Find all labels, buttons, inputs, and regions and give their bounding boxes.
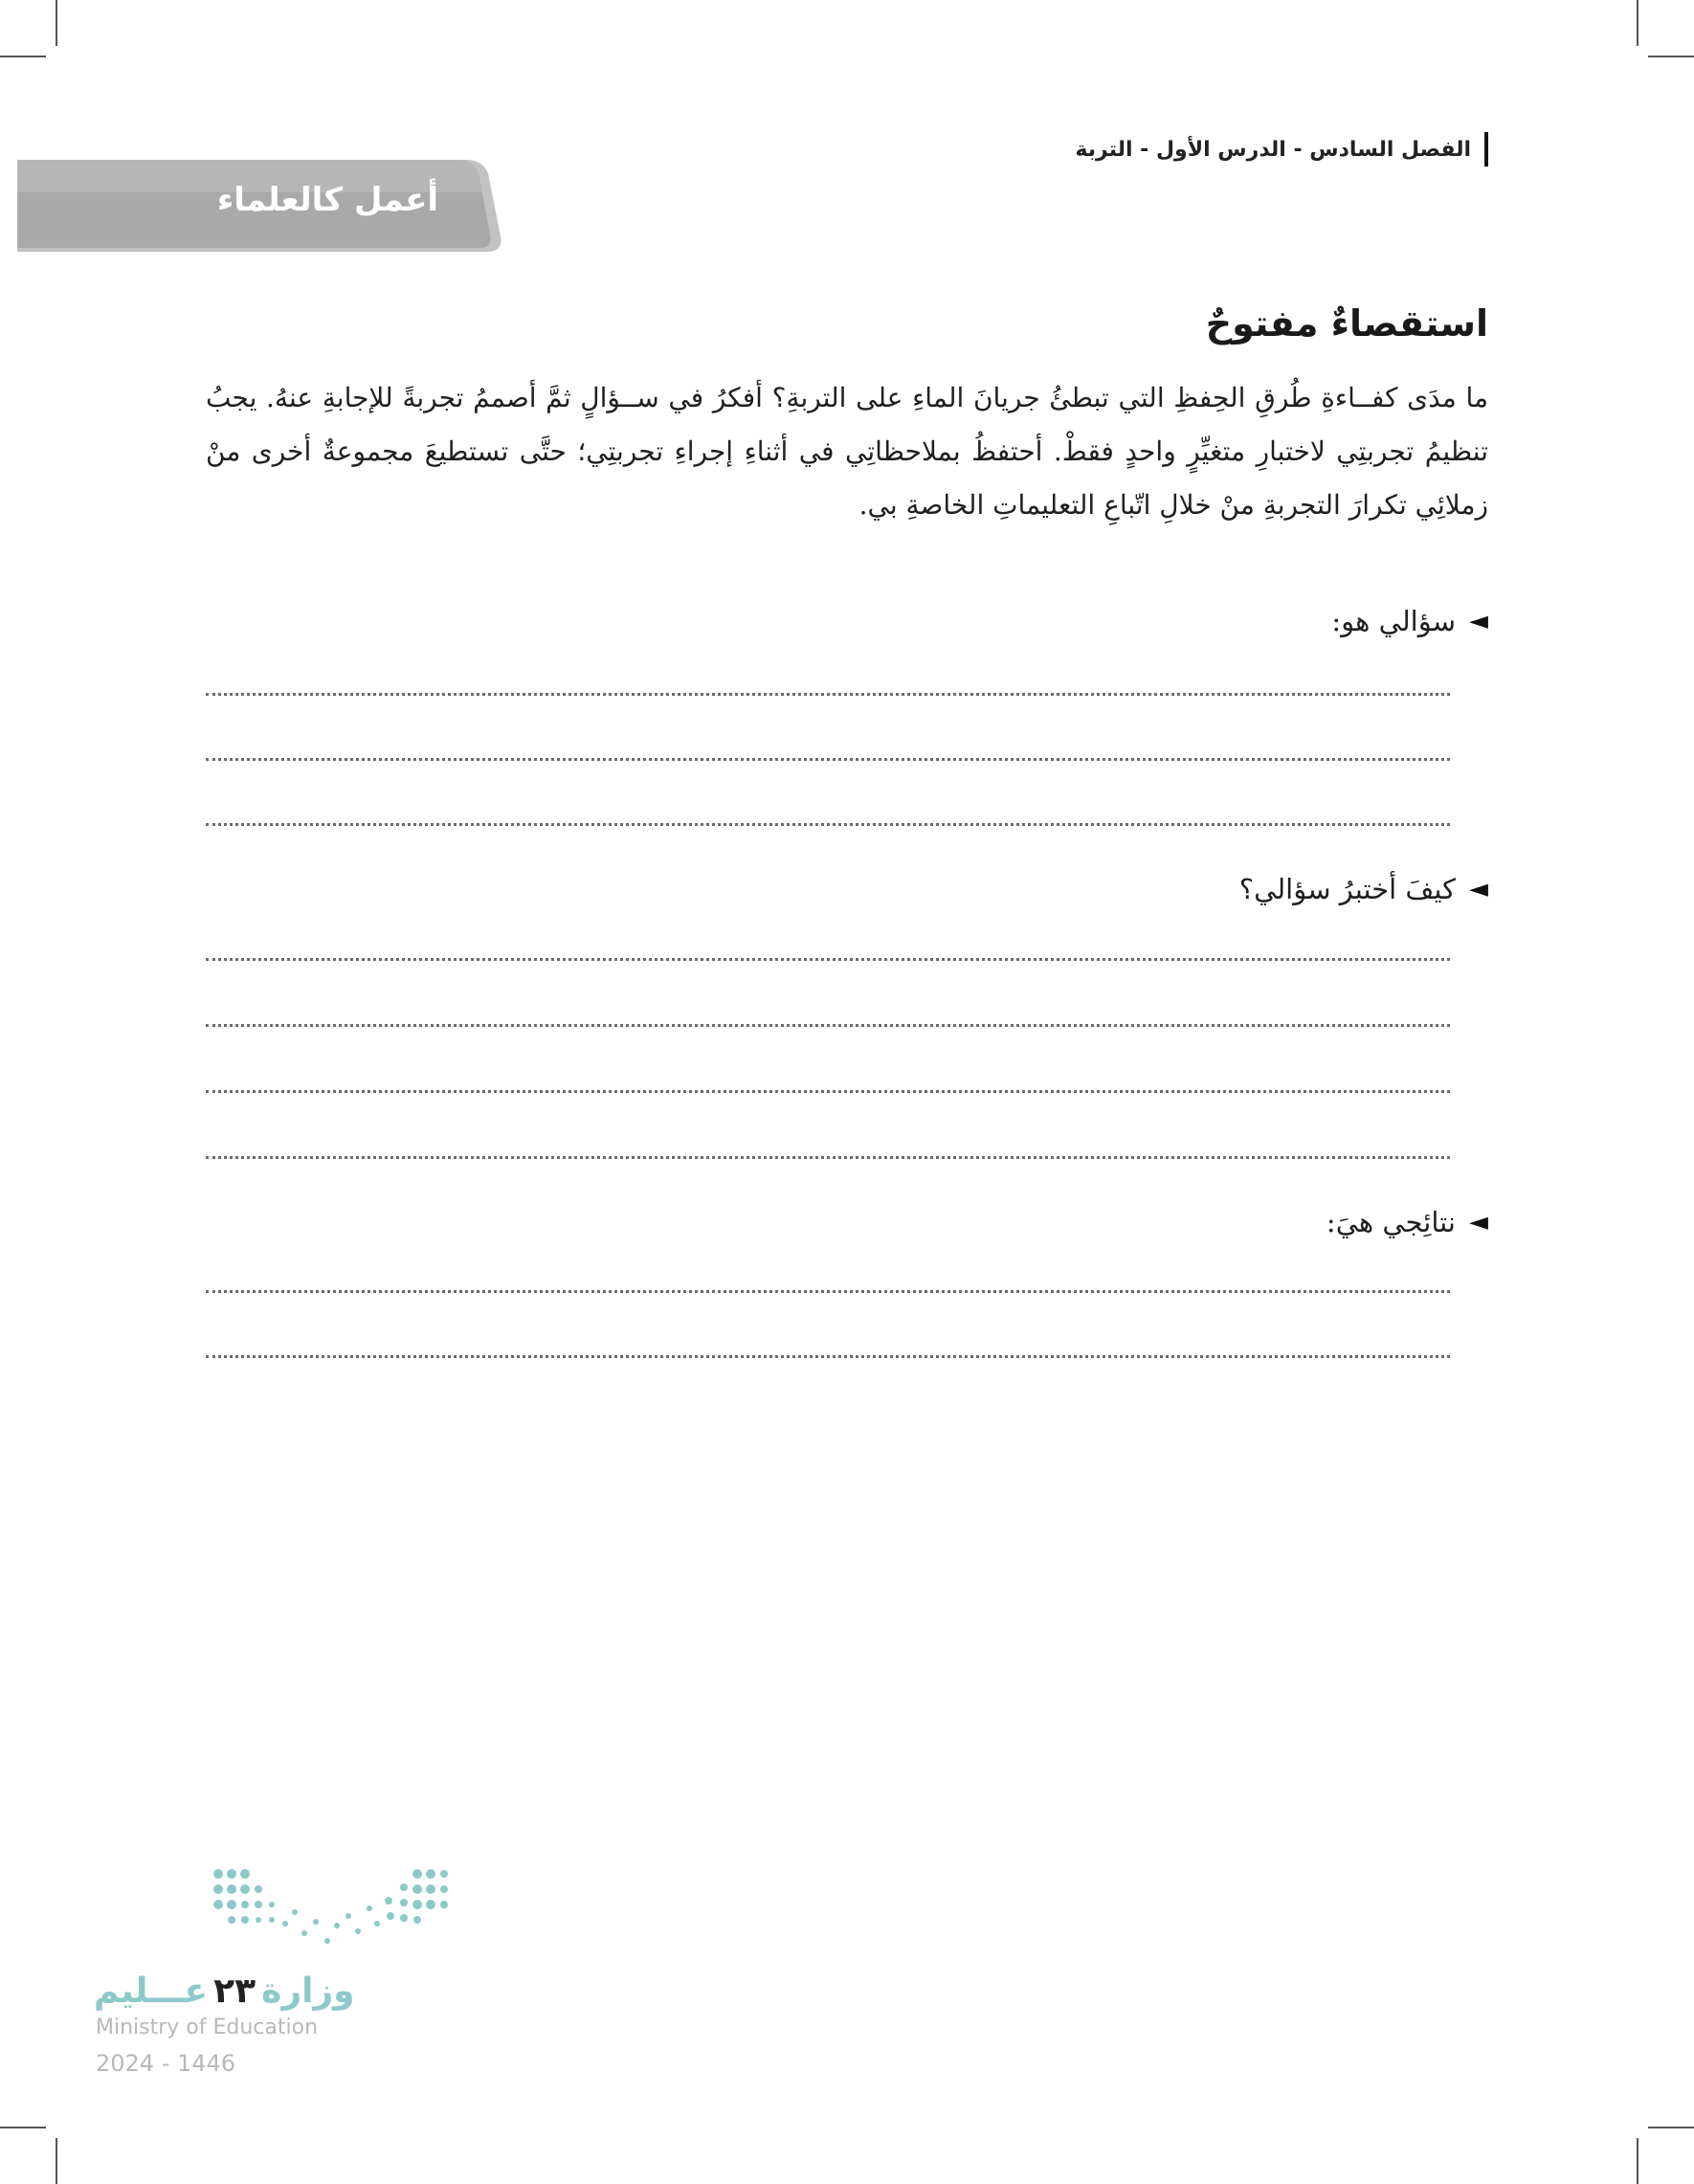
prompt-label: كيفَ أختبرُ سؤالي؟: [1238, 873, 1456, 905]
arrow-icon: ◄: [1469, 875, 1488, 903]
answer-line[interactable]: [206, 1355, 1450, 1358]
brand-education-ar: عـــليم: [94, 1972, 209, 2011]
prompt-method: [1239, 873, 1488, 905]
crop-mark: [1637, 2138, 1638, 2184]
prompt-results: [1326, 1206, 1488, 1238]
section-title: استقصاءٌ مفتوحٌ: [1205, 302, 1488, 345]
brand-year: 2024 - 1446: [96, 2050, 236, 2077]
crop-mark: [1648, 56, 1694, 57]
answer-line[interactable]: [206, 758, 1450, 761]
footer-brand: [94, 1972, 355, 2011]
intro-paragraph: ما مدَى كفــاءةِ طُرقِ الحِفظِ التي تبطئُ جريانَ الماءِ على التربةِ؟ أفكرُ في ســؤالٍ ثمَّ أصممُ تجربةً للإجابةِ عنهُ. يجبُ تنظيمُ تجربتِي لاختبارِ متغيِّرٍ واحدٍ فقطْ. أحتفظُ بملاحظاتِي في أثناءِ إجراءِ تجربتِي؛ حتَّى تستطيعَ مجموعةٌ أخرى منْ زملائِي تكرارَ التجربةِ منْ خلالِ اتّباعِ التعليماتِ الخاصةِ بي.: [206, 382, 1488, 521]
answer-line[interactable]: [206, 823, 1450, 826]
crop-mark: [1637, 0, 1638, 46]
breadcrumb: الفصل السادس - الدرس الأول - التربة: [1075, 137, 1471, 162]
header-bar: [1484, 132, 1488, 167]
crop-mark: [56, 0, 57, 46]
crop-mark: [56, 2138, 57, 2184]
crop-mark: [1648, 2127, 1694, 2128]
arrow-icon: ◄: [1469, 1208, 1488, 1237]
banner-title: أعمل كالعلماء: [216, 181, 438, 219]
brand-ministry-en: Ministry of Education: [96, 2016, 319, 2039]
answer-line[interactable]: [206, 693, 1450, 696]
page-number: ٢٣: [213, 1972, 256, 2011]
answer-line[interactable]: [206, 1290, 1450, 1293]
running-header: [1075, 132, 1488, 167]
crop-mark: [0, 2127, 46, 2128]
arrow-icon: ◄: [1469, 607, 1488, 635]
answer-line[interactable]: [206, 1090, 1450, 1093]
answer-line[interactable]: [206, 1024, 1450, 1027]
prompt-label: سؤالي هو:: [1331, 605, 1456, 637]
answer-line[interactable]: [206, 1156, 1450, 1159]
prompt-question: [1331, 605, 1488, 637]
prompt-label: نتائِجي هيَ:: [1326, 1206, 1456, 1238]
section-banner: [17, 160, 505, 258]
brand-ministry-ar: وزارة: [261, 1972, 355, 2011]
ministry-logo-icon: [209, 1866, 448, 1952]
answer-line[interactable]: [206, 958, 1450, 961]
crop-mark: [0, 56, 46, 57]
